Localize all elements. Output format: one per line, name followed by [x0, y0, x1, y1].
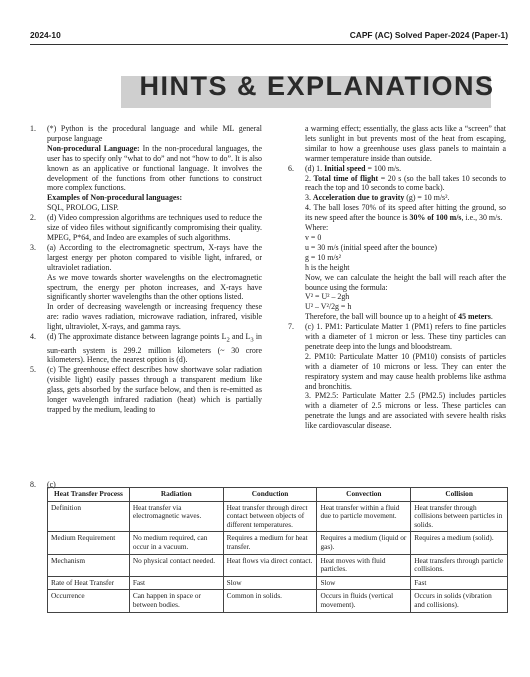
equation-line: h is the height — [305, 262, 350, 272]
table-row — [48, 532, 508, 554]
table-cell: Common in solids. — [223, 590, 317, 612]
answer-6 — [288, 164, 506, 323]
table-cell: No physical contact needed. — [129, 554, 223, 576]
table-cell: Occurrence — [48, 590, 130, 612]
column-header: Radiation — [129, 488, 223, 502]
running-title: CAPF (AC) Solved Paper-2024 (Paper-1) — [349, 30, 508, 40]
table-row — [48, 501, 508, 532]
examples-text: SQL, PROLOG, LISP. — [47, 203, 119, 213]
answer-subsection — [47, 144, 262, 194]
text-run: . — [490, 312, 493, 322]
answer-conclusion — [305, 312, 506, 322]
answer-text — [305, 164, 506, 174]
answer-text: Now, we can calculate the height the ball will reach after the bounce using the formula: — [305, 272, 506, 292]
answer-5 — [30, 365, 262, 415]
subsection-text: In the non-procedural languages, the user has to specify only “what to do” and not “how to do”. It is also known as an applicative or functional language. It involves the development of the functions from other functions to construct more complex functions. — [47, 143, 262, 193]
column-header: Heat Transfer Process — [48, 488, 130, 502]
answer-text: (a) According to the electromagnetic spectrum, X-rays have the largest energy per photon compared to visible light, infrared, or ultraviolet radiation. — [47, 242, 262, 272]
text-run: (g) = 10 m/s². — [404, 193, 450, 203]
table-cell: Fast — [129, 576, 223, 590]
table-cell: Occurs in fluids (vertical movement). — [317, 590, 411, 612]
table-cell: Medium Requirement — [48, 532, 130, 554]
answer-text — [305, 203, 506, 223]
table-cell: Heat transfer within a fluid due to particle movement. — [317, 501, 411, 532]
text-run: = 100 m/s. — [365, 163, 402, 173]
answer-7 — [288, 322, 506, 431]
text-run: 3. — [305, 193, 311, 203]
table-cell: Requires a medium (solid). — [411, 532, 508, 554]
answer-text: As we move towards shorter wavelengths on the electromagnetic spectrum, the energy per photon increases, and X-rays have significantly shorter wavelengths than the other options listed. — [47, 272, 262, 302]
bold-text: 30% of 100 m/s — [409, 213, 462, 223]
answer-number: 2. — [30, 213, 36, 223]
equation-line: g = 10 m/s² — [305, 252, 341, 262]
subheading: Examples of Non-procedural languages: — [47, 193, 183, 203]
answer-choice: (c) — [47, 480, 56, 489]
answer-number: 4. — [30, 332, 36, 342]
table-cell: Heat flows via direct contact. — [223, 554, 317, 576]
answer-number: 3. — [30, 242, 36, 252]
table-row — [48, 554, 508, 576]
table-cell: Heat transfers through particle collisions. — [411, 554, 508, 576]
column-header: Conduction — [223, 488, 317, 502]
answer-number: 5. — [30, 365, 36, 375]
answer-text — [47, 332, 262, 365]
formula: U² – V²/2g = h — [305, 302, 352, 312]
table-row — [48, 576, 508, 590]
equation-line: v = 0 — [305, 232, 322, 242]
answer-number: 8. — [30, 480, 36, 489]
formula: V² = U² – 2gh — [305, 292, 350, 302]
text-run: and L — [229, 332, 251, 342]
answer-4 — [30, 332, 262, 365]
table-cell: Heat moves with fluid particles. — [317, 554, 411, 576]
page-header — [30, 30, 508, 44]
answer-text: Where: — [305, 223, 329, 233]
bold-text: Initial speed — [324, 163, 366, 173]
table-cell: Rate of Heat Transfer — [48, 576, 130, 590]
table-cell: Heat transfer through direct contact between objects of different temperatures. — [223, 501, 317, 532]
answer-text: (c) 1. PM1: Particulate Matter 1 (PM1) refers to fine particles with a diameter of 1 micron or less. These tiny particles can penetrate deep into the lungs and bloodstream. — [305, 322, 506, 351]
table-cell: Can happen in space or between bodies. — [129, 590, 223, 612]
table-row — [48, 590, 508, 612]
table-cell: Slow — [223, 576, 317, 590]
text-run: = 20 s (so the ball takes 10 seconds to reach the top and 10 seconds to come back). — [305, 173, 506, 193]
text-run: , i.e., 30 m/s. — [461, 213, 503, 223]
heat-transfer-table — [47, 487, 508, 613]
text-run: in sun-earth system is 299.2 million kilometers (~ 30 crore kilometers). Hence, the nearest option is (d). — [47, 332, 262, 365]
answer-text: In order of decreasing wavelength or increasing frequency these are: radio waves radiation, microwave radiation, infrared, visible light, ultraviolet, X-rays, and gamma rays. — [47, 302, 262, 332]
bold-text: 45 meters — [458, 312, 491, 322]
header-rule — [30, 44, 508, 45]
table-cell: Definition — [48, 501, 130, 532]
table-cell: Mechanism — [48, 554, 130, 576]
answer-text — [305, 174, 506, 194]
table-header-row — [48, 488, 508, 502]
table-cell: Heat transfer via electromagnetic waves. — [129, 501, 223, 532]
answer-number: 6. — [288, 163, 294, 173]
answer-5-continued: a warming effect; essentially, the glass acts like a “screen” that lets sunlight in but prevents most of the heat from escaping, similar to how a greenhouse uses glass panels to maintain a warmer temperature inside than outside. — [305, 124, 506, 163]
text-run: (d) The approximate distance between lagrange points L — [47, 332, 227, 342]
table-cell: Occurs in solids (vibration and collisions). — [411, 590, 508, 612]
answer-text: (d) Video compression algorithms are techniques used to reduce the size of video files without significantly compromising their quality. MPEG, P*64, and Indeo are examples of such algorithms. — [47, 213, 262, 242]
table-cell: Slow — [317, 576, 411, 590]
section-title: HINTS & EXPLANATIONS — [139, 71, 495, 101]
left-column — [30, 124, 262, 415]
page-number: 2024-10 — [30, 30, 61, 40]
answer-number: 7. — [288, 322, 294, 332]
text-run: 2. — [305, 173, 311, 183]
text-run: 4. The ball loses 70% of its speed after hitting the ground, so its new speed after the bounce is — [305, 203, 506, 223]
answer-text: (*) Python is the procedural language and while ML general purpose language — [47, 124, 262, 143]
text-run: (d) 1. — [305, 163, 323, 173]
answer-text — [305, 193, 506, 203]
answer-2 — [30, 213, 262, 243]
answer-text: (c) The greenhouse effect describes how shortwave solar radiation (visible light) easily passes through a transparent medium like glass, gets absorbed by the surface below, and then is re-emitted as longer wavelength infrared radiation (heat) which is partially trapped by the medium, leading to — [47, 365, 262, 414]
table-cell: No medium required, can occur in a vacuum. — [129, 532, 223, 554]
bold-text: Total time of flight — [313, 173, 379, 183]
answer-text: 3. PM2.5: Particulate Matter 2.5 (PM2.5) includes particles with a diameter of 2.5 microns or less. These particles can penetrate the lungs and are associated with severe health risks like cardiovascular disease. — [305, 391, 506, 431]
column-header: Convection — [317, 488, 411, 502]
table-cell: Heat transfer through collisions between particles in solids. — [411, 501, 508, 532]
subscript: 2 — [226, 336, 230, 344]
subscript: 3 — [250, 336, 254, 344]
table-cell: Requires a medium for heat transfer. — [223, 532, 317, 554]
subheading: Non-procedural Language: — [47, 143, 140, 153]
answer-text: 2. PM10: Particulate Matter 10 (PM10) consists of particles with a diameter of 10 microns or less. They can enter the respiratory system and may cause health problems like asthma and bronchitis. — [305, 351, 506, 391]
answer-3 — [30, 243, 262, 332]
right-column — [288, 124, 506, 431]
text-run: Therefore, the ball will bounce up to a height of — [305, 312, 459, 322]
table-cell: Requires a medium (liquid or gas). — [317, 532, 411, 554]
table-cell: Fast — [411, 576, 508, 590]
column-header: Collision — [411, 488, 508, 502]
answer-number: 1. — [30, 124, 36, 133]
equation-line: u = 30 m/s (initial speed after the bounce) — [305, 242, 437, 252]
bold-text: Acceleration due to gravity — [312, 193, 405, 203]
answer-1 — [30, 124, 262, 213]
